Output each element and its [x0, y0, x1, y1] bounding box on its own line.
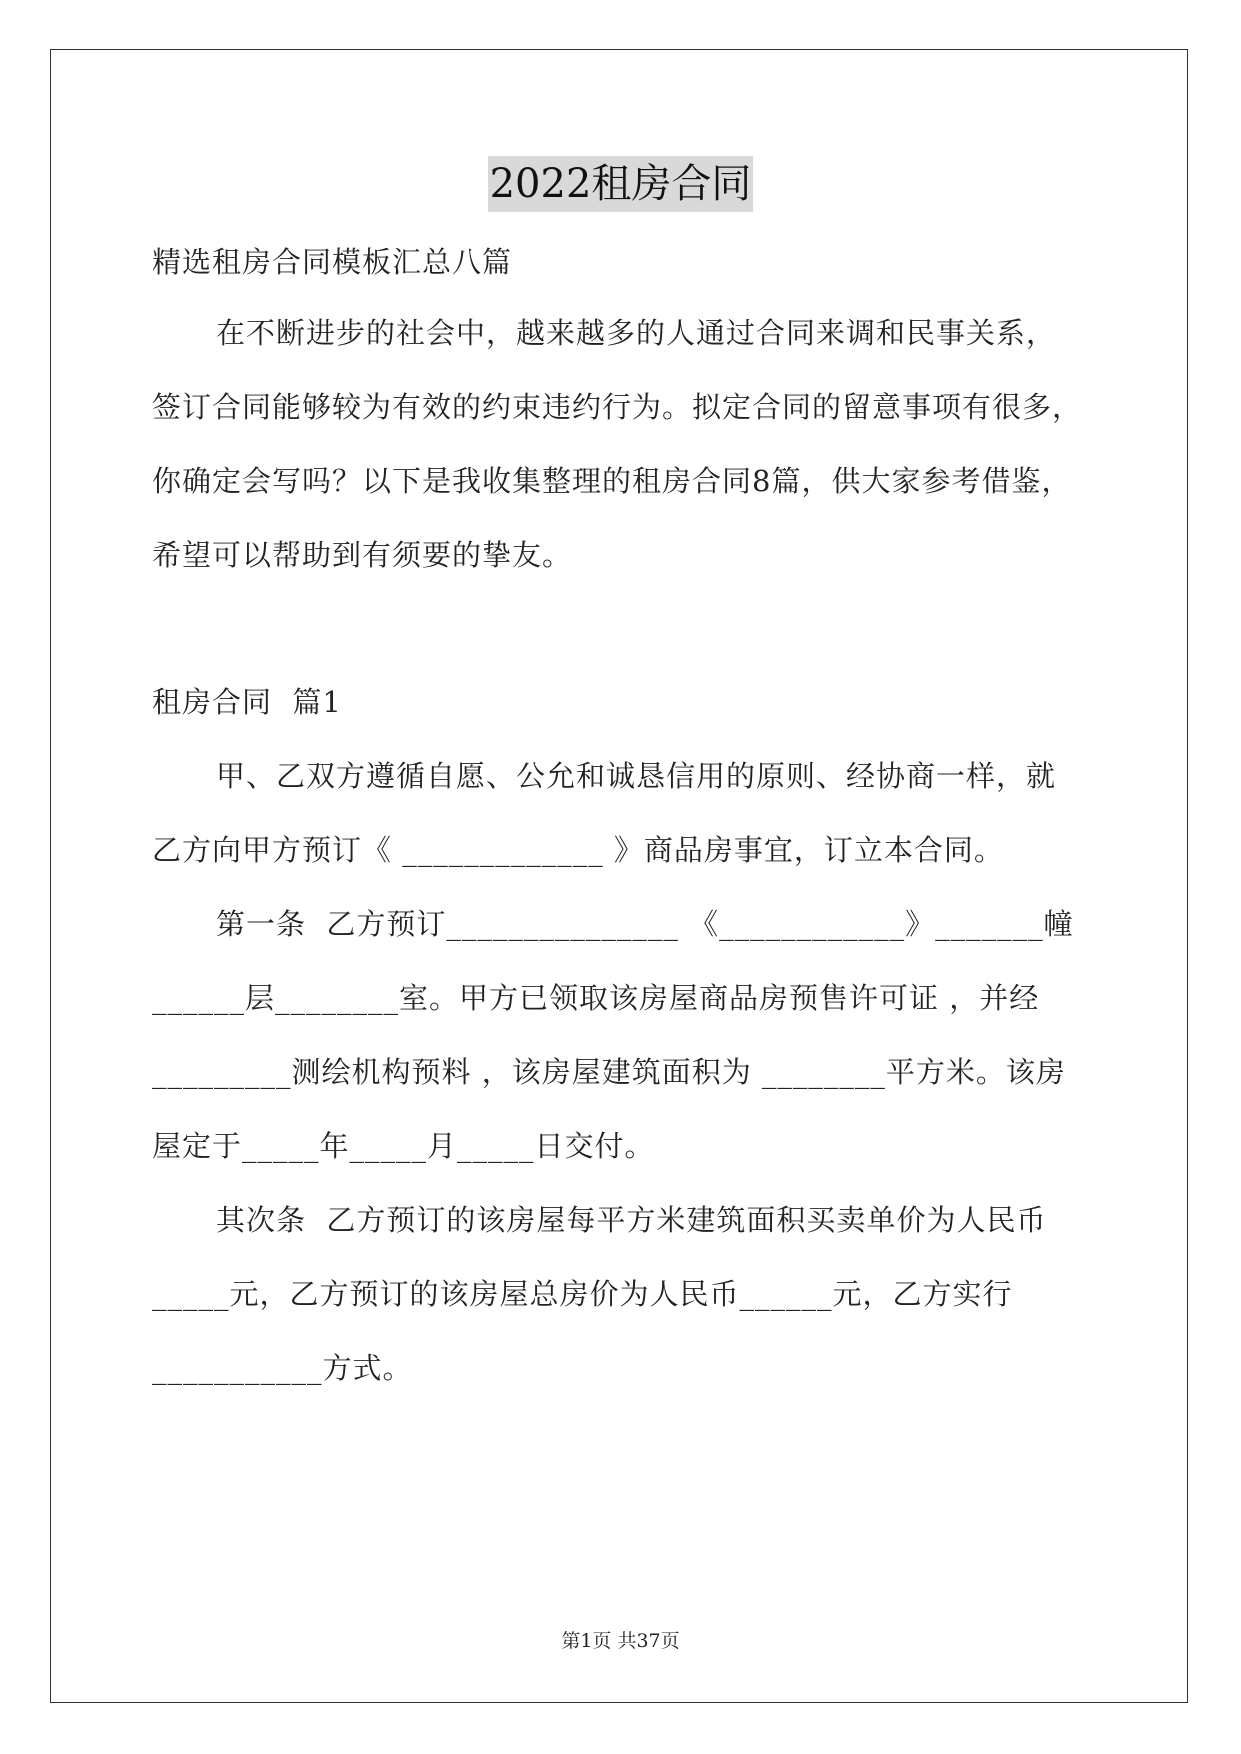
- intro-line: 希望可以帮助到有须要的挚友。: [152, 538, 573, 572]
- body-line: 甲、乙双方遵循自愿、公允和诚恳信用的原则、经协商一样，就: [216, 759, 1057, 793]
- body-line: _________测绘机构预料 ，该房屋建筑面积为 ________平方米。该房: [152, 1055, 1066, 1089]
- page-border: [50, 49, 1188, 1703]
- intro-line: 你确定会写吗？以下是我收集整理的租房合同8篇，供大家参考借鉴，: [152, 464, 1072, 498]
- body-line: 乙方向甲方预订《 _____________ 》商品房事宜，订立本合同。: [152, 833, 1004, 867]
- body-line: _____元，乙方预订的该房屋总房价为人民币______元，乙方实行: [152, 1277, 1013, 1311]
- body-line: 第一条 乙方预订_______________ 《____________》_______幢: [216, 907, 1074, 941]
- intro-line: 签订合同能够较为有效的约束违约行为。拟定合同的留意事项有很多，: [152, 390, 1083, 424]
- body-line: ___________方式。: [152, 1351, 413, 1385]
- document-title: 2022租房合同: [488, 156, 754, 212]
- section-heading: 租房合同 篇1: [152, 685, 342, 719]
- title-container: [0, 156, 1241, 212]
- body-line: ______层________室。甲方已领取该房屋商品房预售许可证 ，并经: [152, 981, 1040, 1015]
- page-footer: 第1页 共37页: [561, 1630, 680, 1652]
- body-line: 屋定于_____年_____月_____日交付。: [152, 1129, 655, 1163]
- document-subtitle: 精选租房合同模板汇总八篇: [152, 245, 513, 279]
- intro-line: 在不断进步的社会中，越来越多的人通过合同来调和民事关系，: [216, 316, 1057, 350]
- body-line: 其次条 乙方预订的该房屋每平方米建筑面积买卖单价为人民币: [216, 1203, 1047, 1237]
